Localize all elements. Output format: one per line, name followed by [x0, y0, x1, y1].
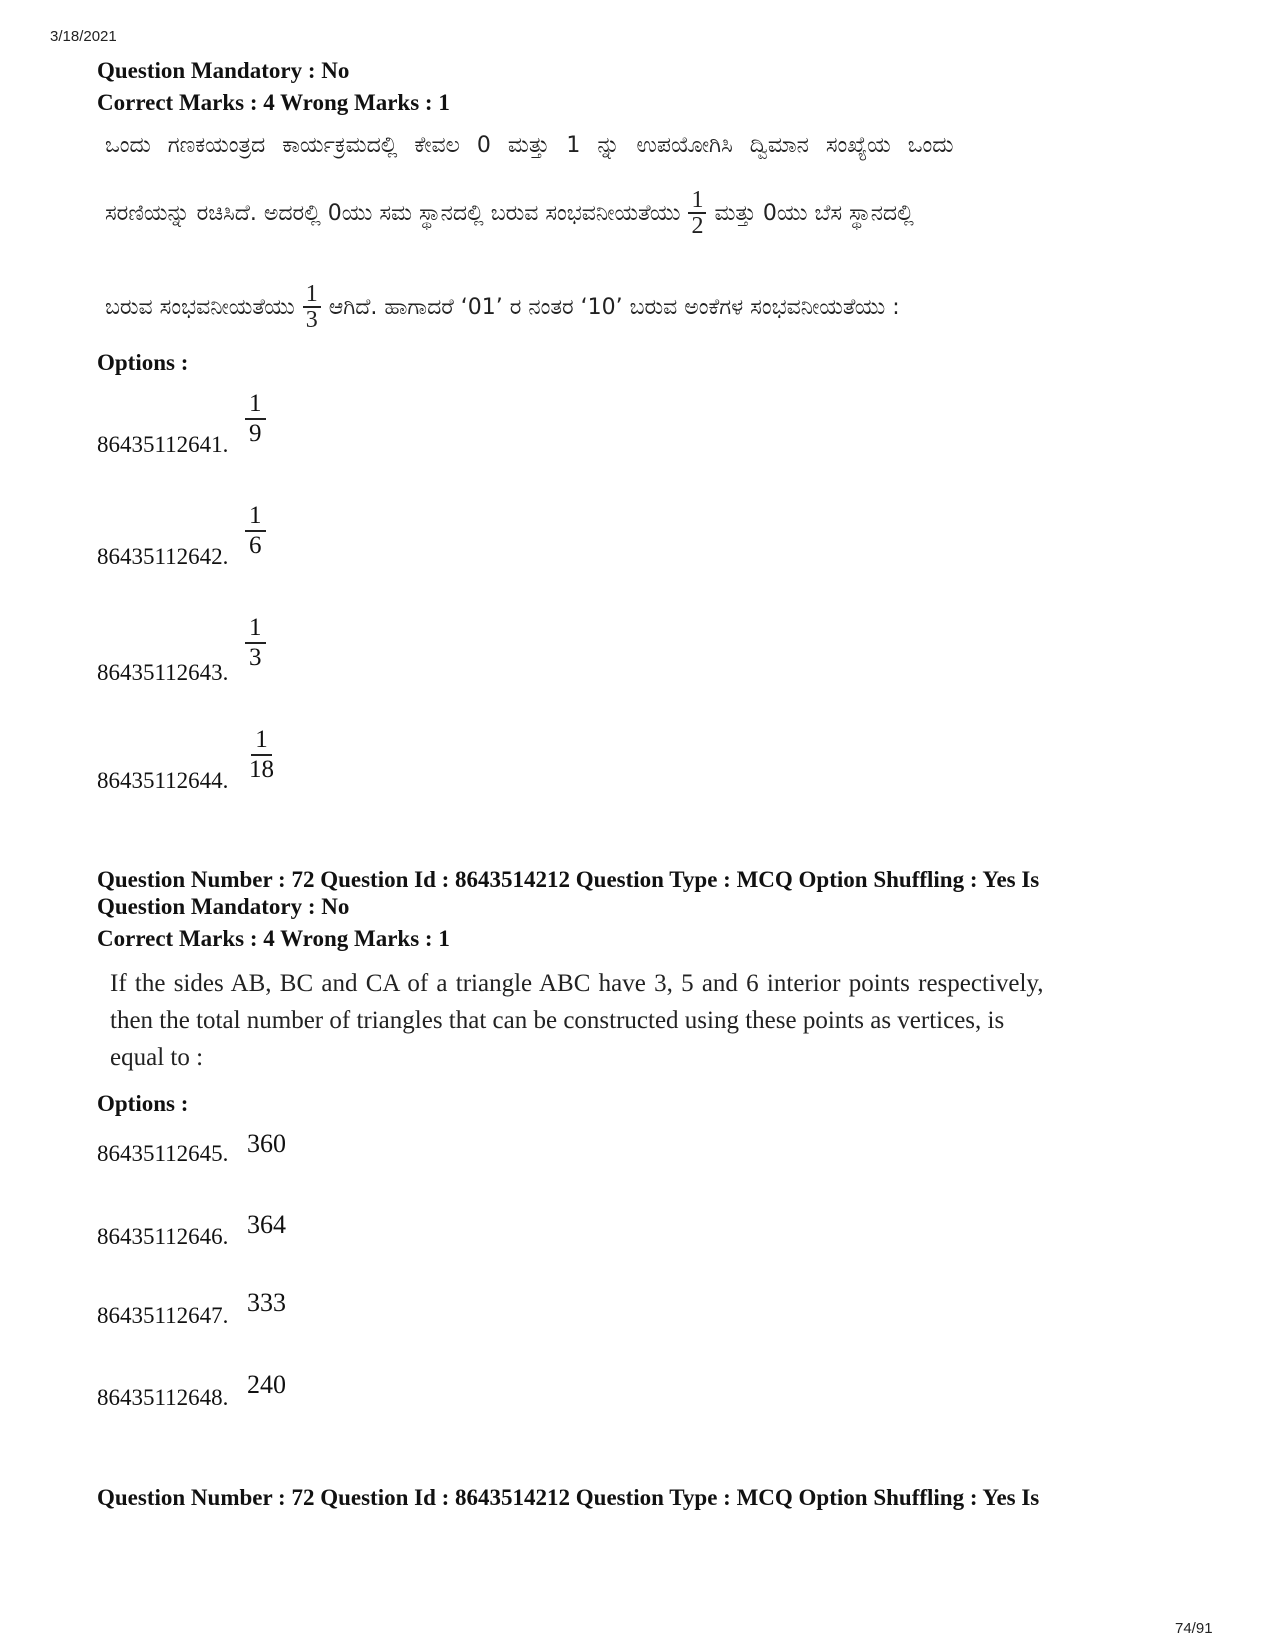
q1-option-fraction — [245, 502, 266, 559]
q1-fraction-third — [303, 282, 321, 332]
q1-option-id: 86435112641. — [97, 432, 229, 457]
q1-option-denominator: 3 — [249, 643, 262, 671]
q1-options-label: Options : — [97, 350, 189, 375]
q1-fraction-half-numerator: 1 — [688, 188, 706, 214]
q1-fraction-third-numerator: 1 — [303, 282, 321, 308]
q1-option-id: 86435112644. — [97, 768, 229, 793]
q1-option-id: 86435112642. — [97, 544, 229, 569]
q1-text-line2 — [105, 188, 914, 238]
q2-text-line2: then the total number of triangles that can be constructed using these points as vertices, is — [110, 1007, 1005, 1034]
q1-option-denominator: 6 — [249, 531, 262, 559]
q1-option-id: 86435112643. — [97, 660, 229, 685]
q1-option-fraction — [245, 726, 278, 783]
q1-option-denominator: 9 — [249, 419, 262, 447]
q1-option-numerator: 1 — [245, 502, 266, 532]
q2-option-id: 86435112645. — [97, 1141, 229, 1166]
q1-option-numerator: 1 — [245, 390, 266, 420]
page-number: 74/91 — [1175, 1620, 1213, 1637]
print-date: 3/18/2021 — [50, 28, 117, 45]
q2-mandatory: Question Mandatory : No — [97, 894, 350, 919]
q2-text-line3: equal to : — [110, 1044, 204, 1071]
q1-option-numerator: 1 — [245, 614, 266, 644]
q2-text-line1: If the sides AB, BC and CA of a triangle ABC have 3, 5 and 6 interior points respectively, — [110, 970, 1044, 997]
q1-text-line3-end: ಆಗಿದೆ. ಹಾಗಾದರೆ ‘01’ ರ ನಂತರ ‘10’ ಬರುವ ಅಂಕೆಗಳ ಸಂಭವನೀಯತೆಯು : — [328, 294, 900, 320]
q1-option-denominator: 18 — [249, 755, 274, 783]
q1-marks: Correct Marks : 4 Wrong Marks : 1 — [97, 90, 450, 115]
q1-text-line3 — [105, 282, 900, 332]
q1-text-line2-start: ಸರಣಿಯನ್ನು ರಚಿಸಿದೆ. ಅದರಲ್ಲಿ 0ಯು ಸಮ ಸ್ಥಾನದಲ್ಲಿ ಬರುವ ಸಂಭವನೀಯತೆಯು — [105, 200, 681, 226]
q2-option-value: 360 — [247, 1129, 286, 1158]
q2-option-id: 86435112646. — [97, 1224, 229, 1249]
q2-option-id: 86435112647. — [97, 1303, 229, 1328]
q1-mandatory: Question Mandatory : No — [97, 58, 350, 83]
q1-fraction-half-denominator: 2 — [691, 213, 704, 239]
q2-options-label: Options : — [97, 1091, 189, 1116]
q1-option-fraction — [245, 614, 266, 671]
q1-text-line3-start: ಬರುವ ಸಂಭವನೀಯತೆಯು — [105, 294, 295, 320]
q1-text-line2-end: ಮತ್ತು 0ಯು ಬೆಸ ಸ್ಥಾನದಲ್ಲಿ — [714, 200, 914, 226]
q1-fraction-half — [688, 188, 706, 238]
q1-fraction-third-denominator: 3 — [305, 307, 318, 333]
q1-text-line1: ಒಂದು ಗಣಕಯಂತ್ರದ ಕಾರ್ಯಕ್ರಮದಲ್ಲಿ ಕೇವಲ 0 ಮತ್ತು 1 ನ್ನು ಉಪಯೋಗಿಸಿ ದ್ವಿಮಾನ ಸಂಖ್ಯೆಯ ಒಂದು — [105, 133, 954, 158]
q2-header: Question Number : 72 Question Id : 8643514212 Question Type : MCQ Option Shuffling : Yes Is — [97, 867, 1040, 892]
q2-marks: Correct Marks : 4 Wrong Marks : 1 — [97, 926, 450, 951]
q3-header: Question Number : 72 Question Id : 8643514212 Question Type : MCQ Option Shuffling : Yes Is — [97, 1485, 1040, 1510]
q2-option-value: 240 — [247, 1370, 286, 1399]
q1-option-fraction — [245, 390, 266, 447]
q2-option-value: 333 — [247, 1288, 286, 1317]
q1-option-numerator: 1 — [251, 726, 272, 756]
q2-option-id: 86435112648. — [97, 1385, 229, 1410]
q2-option-value: 364 — [247, 1210, 286, 1239]
